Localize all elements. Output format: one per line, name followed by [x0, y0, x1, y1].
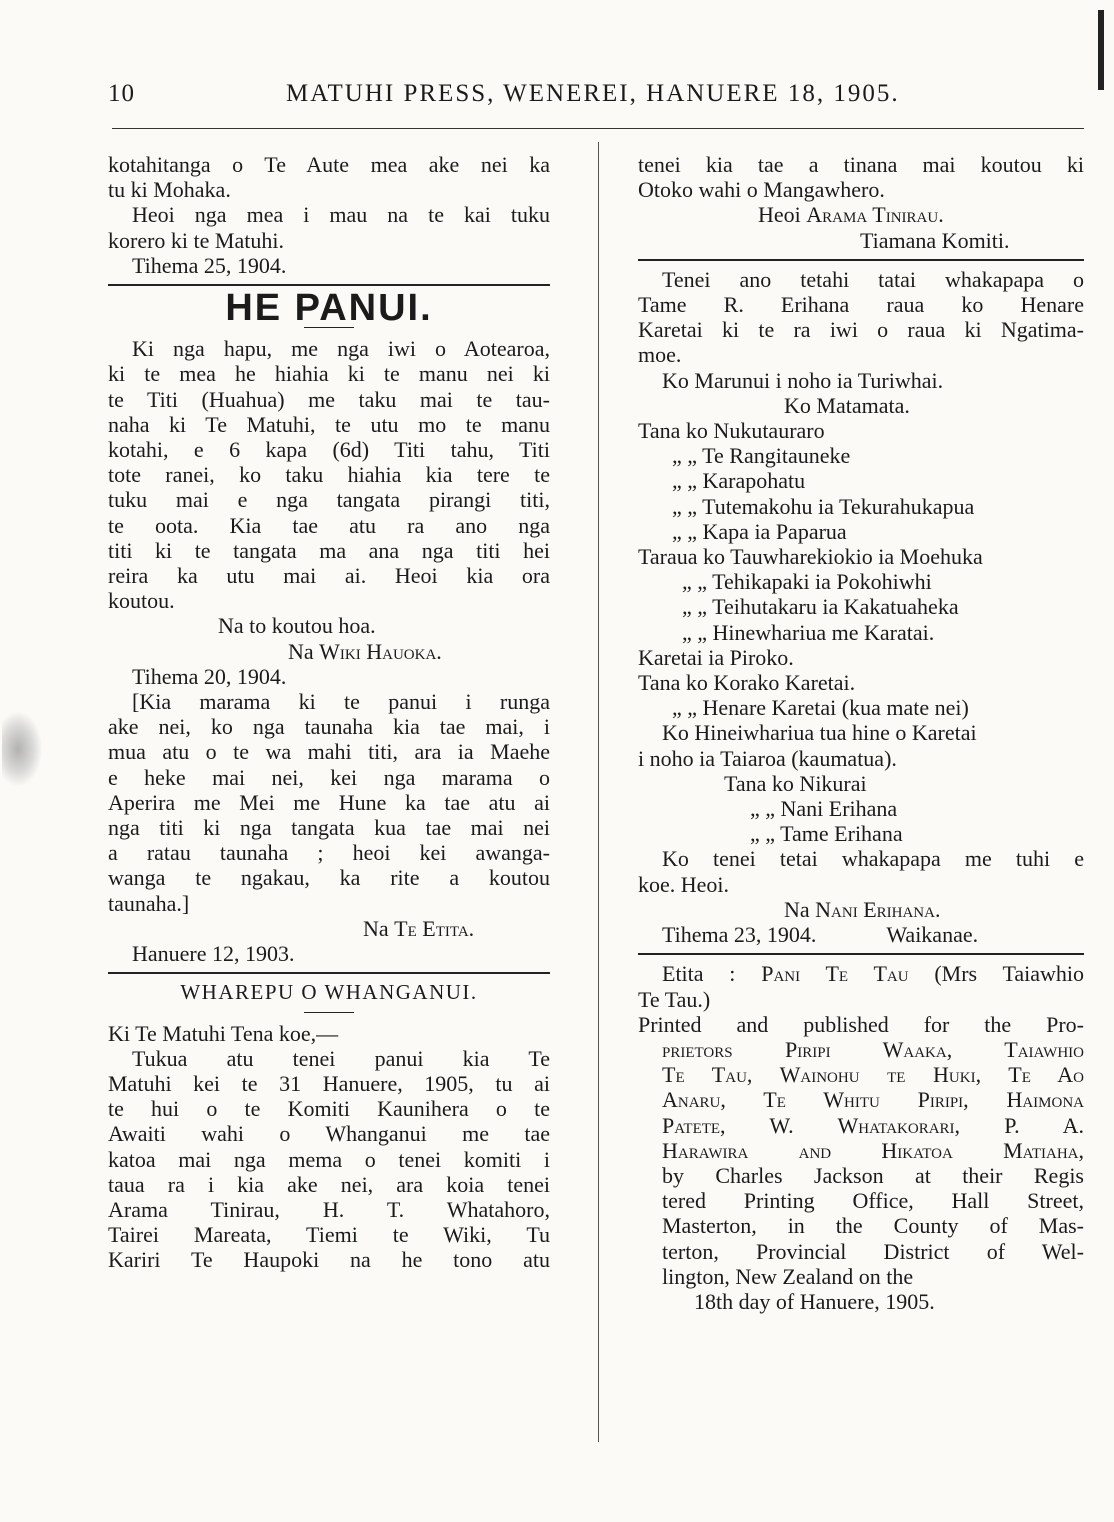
ink-smudge — [2, 712, 42, 786]
text-line: Tairei Mareata, Tiemi te Wiki, Tu — [108, 1222, 550, 1248]
text-line: Aperira me Mei me Hune ka tae atu ai — [108, 789, 550, 815]
genealogy-line: „ „ Hinewhariua me Karatai. — [682, 619, 935, 645]
left-column — [108, 152, 550, 1273]
text-line: reira ka utu mai ai. Heoi kia ora — [108, 563, 550, 589]
genealogy-dateline — [638, 922, 1084, 947]
text-line: Masterton, in the County of Mas- — [662, 1213, 1084, 1239]
text-line: lington, New Zealand on the — [662, 1263, 914, 1289]
panui-body — [108, 336, 550, 613]
text-line: Arama Tinirau, H. T. Whatahoro, — [108, 1196, 550, 1222]
text-line: titi ki te tangata ma ana nga titi hei — [108, 537, 550, 563]
section-rule — [108, 284, 550, 286]
imprint-editor-line — [638, 961, 1084, 986]
wharepu-heading: WHAREPU O WHANGANUI. — [180, 980, 478, 1005]
text-line: te oota. Kia tae atu ra ano nga — [108, 512, 550, 538]
text-line: tenei kia tae a tinana mai koutou ki — [638, 152, 1084, 177]
text-line: Awaiti wahi o Whanganui me tae — [108, 1121, 550, 1147]
wharepu-body — [108, 1046, 550, 1273]
genealogy-line: Taraua ko Tauwharekiokio ia Moehuka — [638, 544, 983, 570]
column-divider — [598, 142, 599, 1442]
text-line: korero ki te Matuhi. — [108, 227, 284, 253]
signature-prefix: Na — [288, 638, 320, 664]
panui-heading: HE PANUI. — [225, 287, 433, 330]
editor-signature — [108, 916, 550, 941]
text-line: Karetai ki te ra iwi o raua ki Ngatima- — [638, 317, 1084, 343]
signature-title: Tiamana Komiti. — [860, 227, 1010, 253]
text-line: kotahitanga o Te Aute mea ake nei ka — [108, 152, 550, 177]
text-line: Tame R. Erihana raua ko Henare — [638, 292, 1084, 318]
text-line: tote ranei, ko taku hiahia kia tere te — [108, 462, 550, 488]
text-line: Patete, W. Whatakorari, P. A. — [662, 1112, 1084, 1138]
editor-label: Etita : — [662, 961, 762, 987]
genealogy-line: „ „ Te Rangitauneke — [672, 443, 851, 469]
text-line: moe. — [638, 342, 682, 368]
text-line: Tukua atu tenei panui kia Te — [132, 1045, 550, 1071]
text-line: Otoko wahi o Mangawhero. — [638, 177, 885, 203]
text-line: nga titi ki nga tangata kua tae mai nei — [108, 815, 550, 841]
editor-note — [108, 689, 550, 916]
panui-signature — [108, 639, 550, 664]
text-line: taua ra i kia ake nei, ara koia tenei — [108, 1171, 550, 1197]
text-line: te Titi (Huahua) me taku mai te tau- — [108, 386, 550, 412]
genealogy-date: Tihema 23, 1904. — [662, 922, 817, 948]
text-line: Anaru, Te Whitu Piripi, Haimona — [662, 1087, 1084, 1113]
text-line: tered Printing Office, Hall Street, — [662, 1188, 1084, 1214]
text-line: tuku mai e nga tangata pirangi titi, — [108, 487, 550, 513]
genealogy-line: „ „ Karapohatu — [672, 468, 806, 494]
genealogy-line: „ „ Kapa ia Paparua — [672, 518, 847, 544]
article-date: Tihema 25, 1904. — [132, 252, 287, 278]
header-rule — [112, 128, 1084, 129]
section-rule — [108, 972, 550, 974]
text-line: 18th day of Hanuere, 1905. — [694, 1288, 935, 1314]
heading-rule — [304, 1012, 354, 1013]
text-line: tu ki Mohaka. — [108, 177, 231, 203]
text-line: kotahi, e 6 kapa (6d) Titi tahu, Titi — [108, 437, 550, 463]
text-line: Ki nga hapu, me nga iwi o Aotearoa, — [132, 336, 550, 362]
text-line: katoa mai nga mema o tenei komiti i — [108, 1146, 550, 1172]
genealogy-line: „ „ Teihutakaru ia Kakatuaheka — [682, 594, 959, 620]
genealogy-signature — [638, 897, 1084, 922]
wharepu-salutation: Ki Te Matuhi Tena koe,— — [108, 1020, 339, 1046]
signature-name: Te Etita. — [394, 915, 475, 941]
genealogy-line: „ „ Tehikapaki ia Pokohiwhi — [682, 569, 932, 595]
right-column — [638, 152, 1084, 1314]
text-line: Kariri Te Haupoki na he tono atu — [108, 1247, 550, 1273]
text-line: Printed and published for the Pro- — [638, 1011, 1084, 1037]
signature-prefix: Na — [363, 915, 395, 941]
genealogy-line: Tana ko Nikurai — [724, 770, 867, 796]
editor-note: (Mrs Taiawhio — [908, 961, 1085, 987]
signature-name: Arama Tinirau. — [806, 202, 944, 228]
masthead-title: MATUHI PRESS, WENEREI, HANUERE 18, 1905. — [286, 80, 900, 107]
signature-name: Nani Erihana. — [815, 896, 941, 922]
text-line: te hui o te Komiti Kaunihera o te — [108, 1096, 550, 1122]
genealogy-section — [638, 267, 1084, 947]
text-line: terton, Provincial District of Wel- — [662, 1238, 1084, 1264]
text-line: Ko tenei tetai whakapapa me tuhi e — [662, 846, 1084, 872]
imprint-section — [638, 961, 1084, 1314]
genealogy-line: Karetai ia Piroko. — [638, 644, 794, 670]
arama-signature — [638, 202, 1084, 227]
genealogy-line: Ko Matamata. — [784, 392, 910, 418]
text-line: mua atu o te wa mahi titi, ara ia Maehe — [108, 739, 550, 765]
text-line: koe. Heoi. — [638, 871, 730, 897]
page-header — [108, 80, 958, 120]
genealogy-line: Tana ko Korako Karetai. — [638, 670, 856, 696]
text-line: ake nei, ko nga taunaha kia tae mai, i — [108, 714, 550, 740]
text-line: a ratau taunaha ; heoi kei awanga- — [108, 840, 550, 866]
genealogy-place: Waikanae. — [886, 922, 979, 948]
signature-prefix: Na — [784, 896, 816, 922]
genealogy-line: „ „ Nani Erihana — [750, 796, 898, 822]
editor-date: Hanuere 12, 1903. — [132, 941, 295, 967]
text-line: Te Tau.) — [638, 986, 711, 1012]
genealogy-line: „ „ Henare Karetai (kua mate nei) — [672, 695, 969, 721]
text-line: Matuhi kei te 31 Hanuere, 1905, tu ai — [108, 1070, 550, 1096]
signature-prefix: Heoi — [758, 202, 807, 228]
genealogy-line: i noho ia Taiaroa (kaumatua). — [638, 745, 897, 771]
section-rule — [638, 953, 1084, 955]
text-line: ki te mea he hiahia ki te manu nei ki — [108, 361, 550, 387]
text-line: Te Tau, Wainohu te Huki, Te Ao — [662, 1062, 1084, 1088]
genealogy-line: Ko Hineiwhariua tua hine o Karetai — [662, 720, 977, 746]
genealogy-line: Tana ko Nukutauraro — [638, 418, 825, 444]
genealogy-line: Ko Marunui i noho ia Turiwhai. — [662, 367, 944, 393]
text-line: e heke mai nei, kei nga marama o — [108, 764, 550, 790]
text-line: Heoi nga mea i mau na te kai tuku — [132, 202, 550, 228]
text-line: Tenei ano tetahi tatai whakapapa o — [662, 266, 1084, 292]
text-line: naha ki Te Matuhi, te utu mo te manu — [108, 411, 550, 437]
text-line: by Charles Jackson at their Regis — [662, 1162, 1084, 1188]
panui-date: Tihema 20, 1904. — [132, 663, 287, 689]
text-line: prietors Piripi Waaka, Taiawhio — [662, 1036, 1084, 1062]
text-line: koutou. — [108, 588, 175, 614]
editor-name: Pani Te Tau — [761, 961, 909, 987]
panui-closing: Na to koutou hoa. — [218, 613, 376, 639]
text-line: Harawira and Hikatoa Matiaha, — [662, 1137, 1084, 1163]
genealogy-line: „ „ Tutemakohu ia Tekurahukapua — [672, 493, 975, 519]
text-line: [Kia marama ki te panui i runga — [132, 689, 550, 715]
signature-name: Wiki Hauoka. — [319, 638, 442, 664]
section-rule — [638, 259, 1084, 261]
genealogy-line: „ „ Tame Erihana — [750, 821, 903, 847]
text-line: taunaha.] — [108, 890, 190, 916]
text-line: wanga te ngakau, ka rite a koutou — [108, 865, 550, 891]
page-edge-mark — [1098, 10, 1104, 90]
page-number: 10 — [108, 80, 135, 107]
